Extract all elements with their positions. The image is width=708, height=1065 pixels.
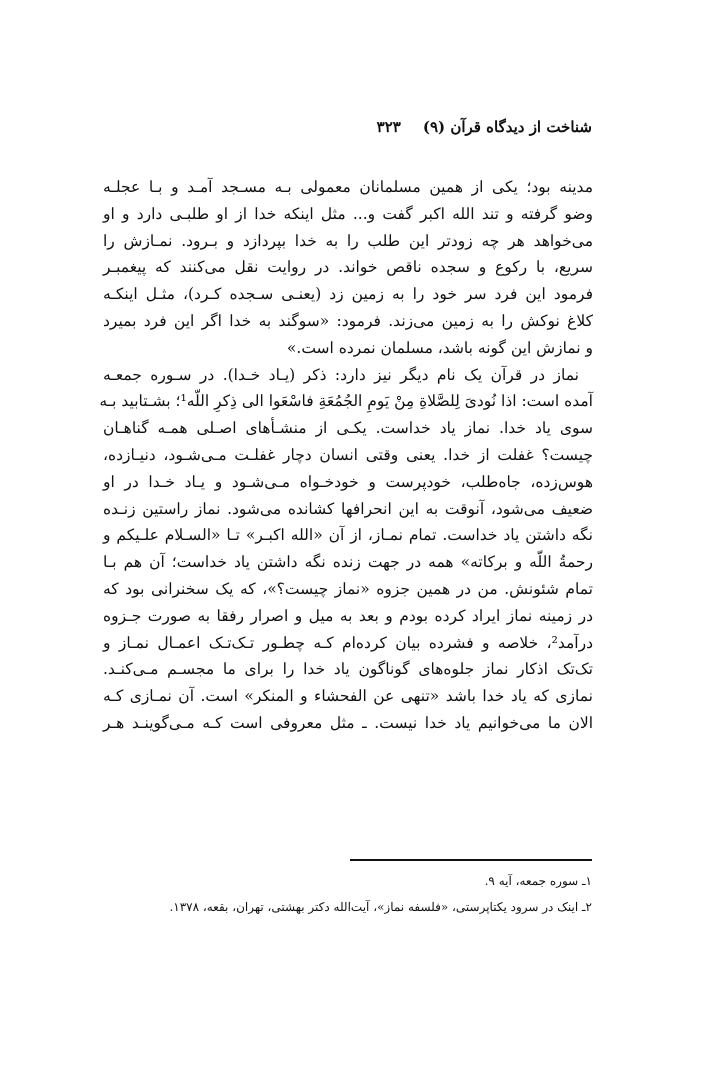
text-line: آمده است: اذا نُودیَ لِلصَّلاةِ مِنْ یَومِ الجُمُعَةِ فاسْعَوا الی ذِکرِ اللّه¹؛ بشـتابید بـه [99,392,593,411]
text-line: چیست؟ غفلت از خدا. یعنی وقتی انسان دچار غفلـت مـی‌شـود، دنیـازده، [103,445,593,464]
body-text [99,174,593,737]
text-line: تمام شئونش. من در همین جزوه «نماز چیست؟»، که یک سخنرانی بود که [103,579,593,598]
text-line: نمازی که یاد خدا باشد «تنهی عن الفحشاء و المنکر» است. آن نمـازی کـه [103,687,593,706]
text-line: فرمود این فرد سر خود را به زمین زد (یعنـی سـجده کـرد)، مثـل اینکـه [103,285,593,304]
footnote-2: ۲ـ اینک در سرود یکتاپرستی، «فلسفه نماز»، آیت‌الله دکتر بهشتی، تهران، بقعه، ۱۳۷۸. [169,900,592,914]
running-header [377,118,592,136]
page-number: ۳۲۳ [376,118,401,136]
text-line: می‌خواهد هر چه زودتر این طلب را به خدا بپردازد و بـرود. نمـازش را [103,231,593,250]
text-line: و نمازش این گونه باشد، مسلمان نمرده است.» [286,338,593,357]
text-line: وضو گرفته و تند الله اکبر گفت و... مثل اینکه خدا از او طلبـی دارد و او [103,204,593,223]
text-line: تک‌تک اذکار نماز جلوه‌های گوناگون یاد خدا را برای ما مجسـم مـی‌کنـد. [103,660,593,679]
header-title: شناخت از دیدگاه قرآن (۹) [422,118,592,136]
text-line: سریع، با رکوع و سجده ناقص خواند. در روایت نقل می‌کنند که پیغمبـر [103,258,593,277]
text-line: سوی یاد خدا. نماز یاد خداست. یکـی از منشـأهای اصـلی همـه گناهـان [103,419,593,438]
text-line: در زمینه نماز ایراد کرده بودم و بعد به میل و اصرار رفقا به صورت جـزوه [103,606,593,625]
text-line: نگه داشتن یاد خداست. تمام نمـاز، از آن «الله اکبـر» تـا «السـلام علـیکم و [103,526,593,545]
footnote-1: ۱ـ سوره جمعه، آیه ۹. [484,874,592,888]
text-line: رحمةُ اللّه و برکاته» همه در جهت زنده نگه داشتن یاد خداست؛ آن هم بـا [103,553,593,572]
text-line: الان ما می‌خوانیم یاد خدا نیست. ـ مثل معروفی است کـه مـی‌گوینـد هـر [103,713,593,732]
text-line: درآمد²، خلاصه و فشرده بیان کرده‌ام کـه چطـور تـک‌تـک اعمـال نمـاز و [103,633,593,652]
text-line: ضعیف می‌شود، آنوقت به این انحرافها کشانده می‌شود. نماز راستین زنـده [103,499,593,518]
text-line: نماز در قرآن یک نام دیگر نیز دارد: ذکر (یـاد خـدا). در سـوره جمعـه [103,365,579,384]
text-line: هوس‌زده، جاه‌طلب، خودپرست و خودخـواه مـی‌شـود و یـاد خـدا در او [103,472,593,491]
footnote-divider [350,859,592,861]
text-line: مدینه بود؛ یکی از همین مسلمانان معمولی بـه مسـجد آمـد و بـا عجلـه [103,178,593,196]
text-line: کلاغ نوکش را به زمین می‌زند. فرمود: «سوگند به خدا اگر این فرد بمیرد [103,311,593,330]
